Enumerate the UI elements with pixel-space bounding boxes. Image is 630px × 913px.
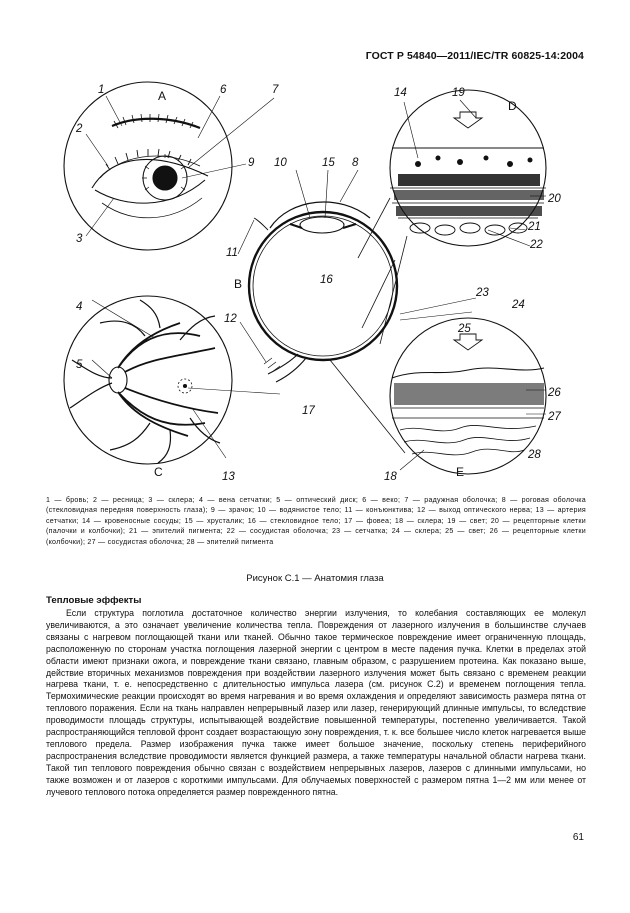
callout-28: 28 bbox=[528, 449, 541, 461]
callout-5: 5 bbox=[76, 359, 83, 371]
callout-1: 1 bbox=[98, 84, 105, 96]
callout-20: 20 bbox=[548, 193, 561, 205]
callout-7: 7 bbox=[272, 84, 279, 96]
figure-legend: 1 — бровь; 2 — ресница; 3 — склера; 4 — вена сетчатки; 5 — оптический диск; 6 — веко; 7 — радужная оболочка; 8 — роговая оболочка (стекловидная передняя поверхность глаза); 9 — зрачок; 10 — водянистое тело; 11 — конъюнктива; 12 — выход оптического нерва; 13 — артерия сетчатки; 14 — кровеносные сосуды; 15 — хрусталик; 16 — стекловидное тело; 17 — фовеа; 18 — склера; 19 — свет; 20 — рецепторные клетки (палочки и колбочки); 21 — эпителий пигмента; 22 — сосудистая оболочка; 23 — сетчатка; 24 — склера; 25 — свет; 26 — рецепторные клетки (колбочки); 27 — сосудистая оболочка; 28 — эпителий пигмента bbox=[46, 496, 586, 546]
callout-13: 13 bbox=[222, 471, 235, 483]
callout-24: 24 bbox=[512, 299, 525, 311]
panel-d-circle bbox=[390, 90, 546, 246]
callout-18: 18 bbox=[384, 471, 397, 483]
eyeball-outline bbox=[249, 212, 397, 360]
callout-26: 26 bbox=[548, 387, 561, 399]
callout-21: 21 bbox=[528, 221, 541, 233]
callout-12: 12 bbox=[224, 313, 237, 325]
callout-16: 16 bbox=[320, 274, 333, 286]
callout-2: 2 bbox=[76, 123, 83, 135]
panel-letter-e: E bbox=[456, 465, 465, 479]
callout-27: 27 bbox=[548, 411, 561, 423]
panel-letter-a: A bbox=[158, 89, 167, 103]
callout-11: 11 bbox=[226, 247, 238, 259]
page-number: 61 bbox=[572, 832, 584, 843]
callout-17: 17 bbox=[302, 405, 315, 417]
section-title: Тепловые эффекты bbox=[46, 595, 142, 606]
standard-header: ГОСТ Р 54840—2011/IEC/TR 60825-14:2004 bbox=[365, 50, 584, 62]
callout-19: 19 bbox=[452, 87, 465, 99]
callout-8: 8 bbox=[352, 157, 359, 169]
callout-3: 3 bbox=[76, 233, 83, 245]
panel-letter-d: D bbox=[508, 99, 517, 113]
callout-22: 22 bbox=[530, 239, 543, 251]
callout-9: 9 bbox=[248, 157, 255, 169]
panel-letter-b: B bbox=[234, 277, 243, 291]
callout-25: 25 bbox=[458, 323, 471, 335]
panel-a-circle bbox=[64, 82, 232, 250]
callout-23: 23 bbox=[476, 287, 489, 299]
eye-anatomy-figure bbox=[40, 78, 600, 486]
eye-anatomy-drawing bbox=[40, 78, 600, 486]
callout-14: 14 bbox=[394, 87, 407, 99]
panel-c-circle bbox=[64, 296, 232, 464]
callout-10: 10 bbox=[274, 157, 287, 169]
callout-6: 6 bbox=[220, 84, 227, 96]
section-paragraph: Если структура поглотила достаточное количество энергии излучения, то колебания составляющих ее молекул увеличиваются, а это означает увеличение количества тепла. Повреждения от лазерного излучения в большинстве случаев связаны с нагревом поглощающей ткани или тканей. Обычно такое термическое повреждение имеет ограниченную площадь, расположенную по сторонам участка поглощения лазерной энергии с центром в месте падения пучка. Клетки в пределах этой области имеют признаки ожога, и повреждение ткани связано, главным образом, с разрушением протеина. Как показано выше, действие вторичных механизмов повреждения при воздействии лазерного излучения может быть связано с временем реакции нагрева ткани, т. е. непосредственно с длительностью импульса лазера (см. рисунок С.2) и временем поглощения тепла. Термохимические реакции происходят во время нагревания и во время охлаждения и определяют зависимость размера пятна от теплового поражения. Если на ткань направлен непрерывный лазер или лазер, генерирующий длинные импульсы, то вследствие проводимости площадь структуры, испытывающей воздействие повышенной температуры, постепенно увеличивается. Такой распространяющийся тепловой фронт создает возрастающую зону повреждения, т. к. все большее число клеток нагревается выше теплового предела. Размер изображения пучка также имеет большое значение, поскольку степень периферийного распространения вследствие проводимости является функцией размера, а также температуры начальной области нагрева ткани. Такой тип теплового повреждения обычно связан с воздействием непрерывных лазеров, лазеров с длинными импульсами, но также возможен и от лазеров с короткими импульсами. Для облучаемых поверхностей с размером пятна 1—2 мм или менее от лучевого теплового потока определяется размер поврежденного пятна. bbox=[46, 608, 586, 797]
panel-letter-c: C bbox=[154, 465, 163, 479]
figure-caption: Рисунок С.1 — Анатомия глаза bbox=[246, 573, 384, 584]
callout-15: 15 bbox=[322, 157, 335, 169]
callout-4: 4 bbox=[76, 301, 83, 313]
